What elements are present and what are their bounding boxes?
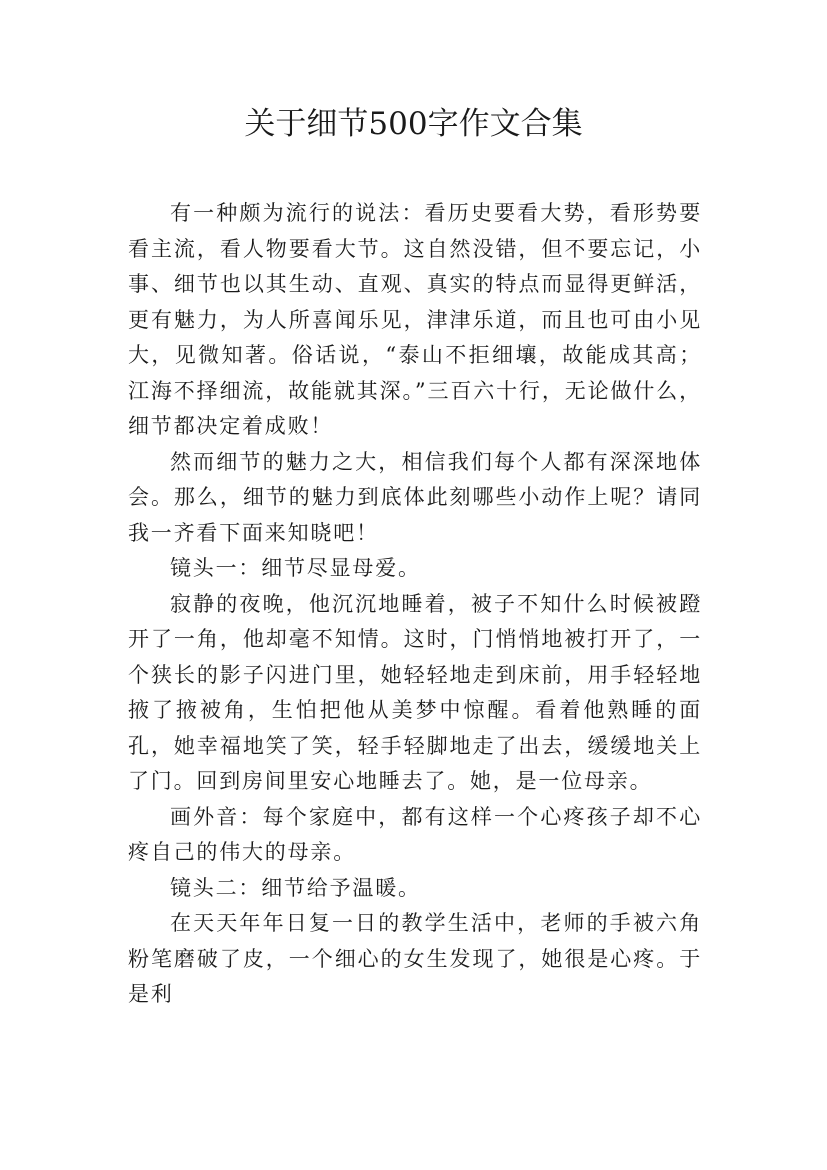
paragraph-scene-two-heading: 镜头二：细节给予温暖。 bbox=[170, 875, 421, 900]
paragraph-intro: 有一种颇为流行的说法：看历史要看大势，看形势要看主流，看人物要看大节。这自然没错，但不要忘记，小事、细节也以其生动、直观、真实的特点而显得更鲜活，更有魅力，为人所喜闻乐见，津津乐道，而且也可由小见大，见微知著。俗话说，“泰山不拒细壤，故能成其高；江海不择细流，故能就其深。”三百六十行，无论做什么，细节都决定着成败！ bbox=[128, 201, 702, 438]
paragraph-scene-two-body: 在天天年年日复一日的教学生活中，老师的手被六角粉笔磨破了皮，一个细心的女生发现了，她很是心疼。于是利 bbox=[128, 911, 702, 1006]
document-body bbox=[128, 196, 702, 1013]
paragraph-voiceover: 画外音：每个家庭中，都有这样一个心疼孩子却不心疼自己的伟大的母亲。 bbox=[128, 804, 702, 864]
document-title: 关于细节500字作文合集 bbox=[244, 106, 583, 142]
paragraph-transition: 然而细节的魅力之大，相信我们每个人都有深深地体会。那么，细节的魅力到底体此刻哪些小动作上呢？请同我一齐看下面来知晓吧！ bbox=[128, 449, 702, 545]
paragraph-scene-one-heading: 镜头一：细节尽显母爱。 bbox=[170, 556, 421, 580]
paragraph-scene-one-body: 寂静的夜晚，他沉沉地睡着，被子不知什么时候被蹬开了一角，他却毫不知情。这时，门悄悄地被打开了，一个狭长的影子闪进门里，她轻轻地走到床前，用手轻轻地掖了掖被角，生怕把他从美梦中惊醒。看着他熟睡的面孔，她幸福地笑了笑，轻手轻脚地走了出去，缓缓地关上了门。回到房间里安心地睡去了。她，是一位母亲。 bbox=[128, 591, 702, 793]
